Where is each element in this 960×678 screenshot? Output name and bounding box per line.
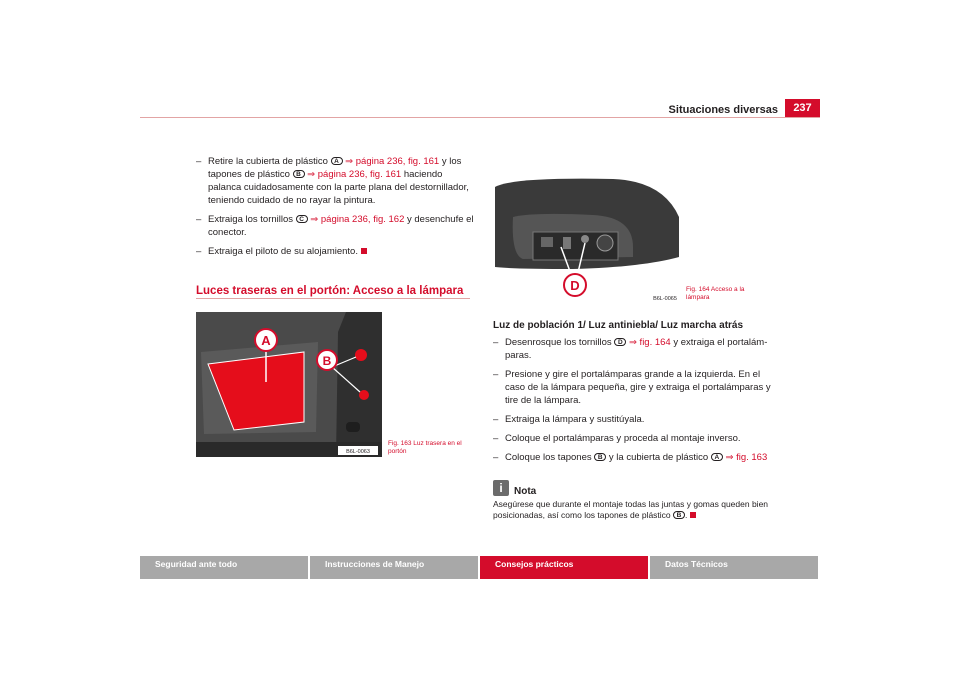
step-press-turn: – Presione y gire el portalámparas grande a la izquierda. En el caso de la lámpara pequeña, gire y extraiga el portalámparas y tire de la lámpara. — [493, 369, 771, 406]
step-remove-cover: – Retire la cubierta de plástico A ⇒ página 236, fig. 161 y los tapones de plástico B ⇒ página 236, fig. 161 haciendo palanca cuidadosamente con la parte plana del destornillador, teniendo cuidado de no rayar la pintura. — [196, 156, 469, 206]
callout-letter-a: A — [261, 333, 271, 348]
callout-badge-c: C — [296, 215, 308, 223]
step-remove-light: – Extraiga el piloto de su alojamiento. — [196, 245, 474, 258]
note-text: Asegúrese que durante el montaje todas las juntas y gomas queden bien posicionadas, así como los tapones de plástico B . — [493, 499, 769, 520]
step-replace-bulb: – Extraiga la lámpara y sustitúyala. — [493, 414, 645, 425]
section-heading: Luces traseras en el portón: Acceso a la lámpara — [196, 285, 470, 299]
footer-tab-practical-tips[interactable]: Consejos prácticos — [480, 556, 648, 579]
callout-badge-a: A — [331, 157, 343, 165]
lamp-holder-illustration — [493, 157, 679, 305]
footer-tab-safety[interactable]: Seguridad ante todo — [140, 556, 308, 579]
callout-badge-b: B — [293, 170, 305, 178]
footer-nav — [140, 556, 820, 579]
figure-163-tailgate-light — [196, 312, 382, 457]
cross-reference-link[interactable]: ⇒ fig. 164 — [626, 337, 671, 348]
tailgate-illustration — [196, 312, 382, 457]
figure-164-lamp-access — [493, 157, 679, 305]
cross-reference-link[interactable]: ⇒ página 236, fig. 161 — [304, 169, 402, 180]
footer-tab-operation[interactable]: Instrucciones de Manejo — [310, 556, 478, 579]
step-remove-screws: – Extraiga los tornillos C ⇒ página 236, fig. 162 y desenchufe el conector. — [196, 214, 474, 238]
right-steps — [493, 336, 775, 470]
callout-badge-b: B — [594, 453, 606, 461]
note-title: Nota — [514, 486, 537, 497]
callout-letter-d: D — [570, 278, 580, 293]
figure-164-caption: Fig. 164 Acceso a la lámpara — [686, 286, 745, 301]
running-header-title: Situaciones diversas — [668, 104, 778, 116]
step-reassemble: – Coloque el portalámparas y proceda al montaje inverso. — [493, 433, 741, 444]
header-rule — [140, 117, 820, 118]
page-number: 237 — [785, 99, 820, 118]
figure-code: B6L-0063 — [346, 449, 370, 455]
procedure-subheading: Luz de población 1/ Luz antiniebla/ Luz marcha atrás — [493, 320, 744, 331]
figure-code: B6L-0065 — [653, 296, 677, 302]
section-end-mark — [361, 248, 367, 254]
cross-reference-link[interactable]: ⇒ página 236, fig. 161 — [342, 156, 440, 167]
step-refit-caps: – Coloque los tapones B y la cubierta de plástico A ⇒ fig. 163 — [493, 452, 768, 463]
callout-badge-a: A — [711, 453, 723, 461]
step-unscrew: – Desenrosque los tornillos D ⇒ fig. 164 y extraiga el portalámparas. — [493, 337, 768, 361]
cross-reference-link[interactable]: ⇒ página 236, fig. 162 — [307, 214, 405, 225]
left-steps — [196, 155, 474, 264]
callout-badge-b: B — [673, 511, 685, 519]
section-end-mark — [690, 512, 696, 518]
callout-badge-d: D — [614, 338, 626, 346]
callout-letter-b: B — [322, 354, 332, 368]
cross-reference-link[interactable]: ⇒ fig. 163 — [722, 452, 768, 463]
figure-163-caption: Fig. 163 Luz trasera en el portón — [388, 440, 462, 455]
footer-tab-technical-data[interactable]: Datos Técnicos — [650, 556, 818, 579]
info-icon: i — [493, 480, 509, 496]
